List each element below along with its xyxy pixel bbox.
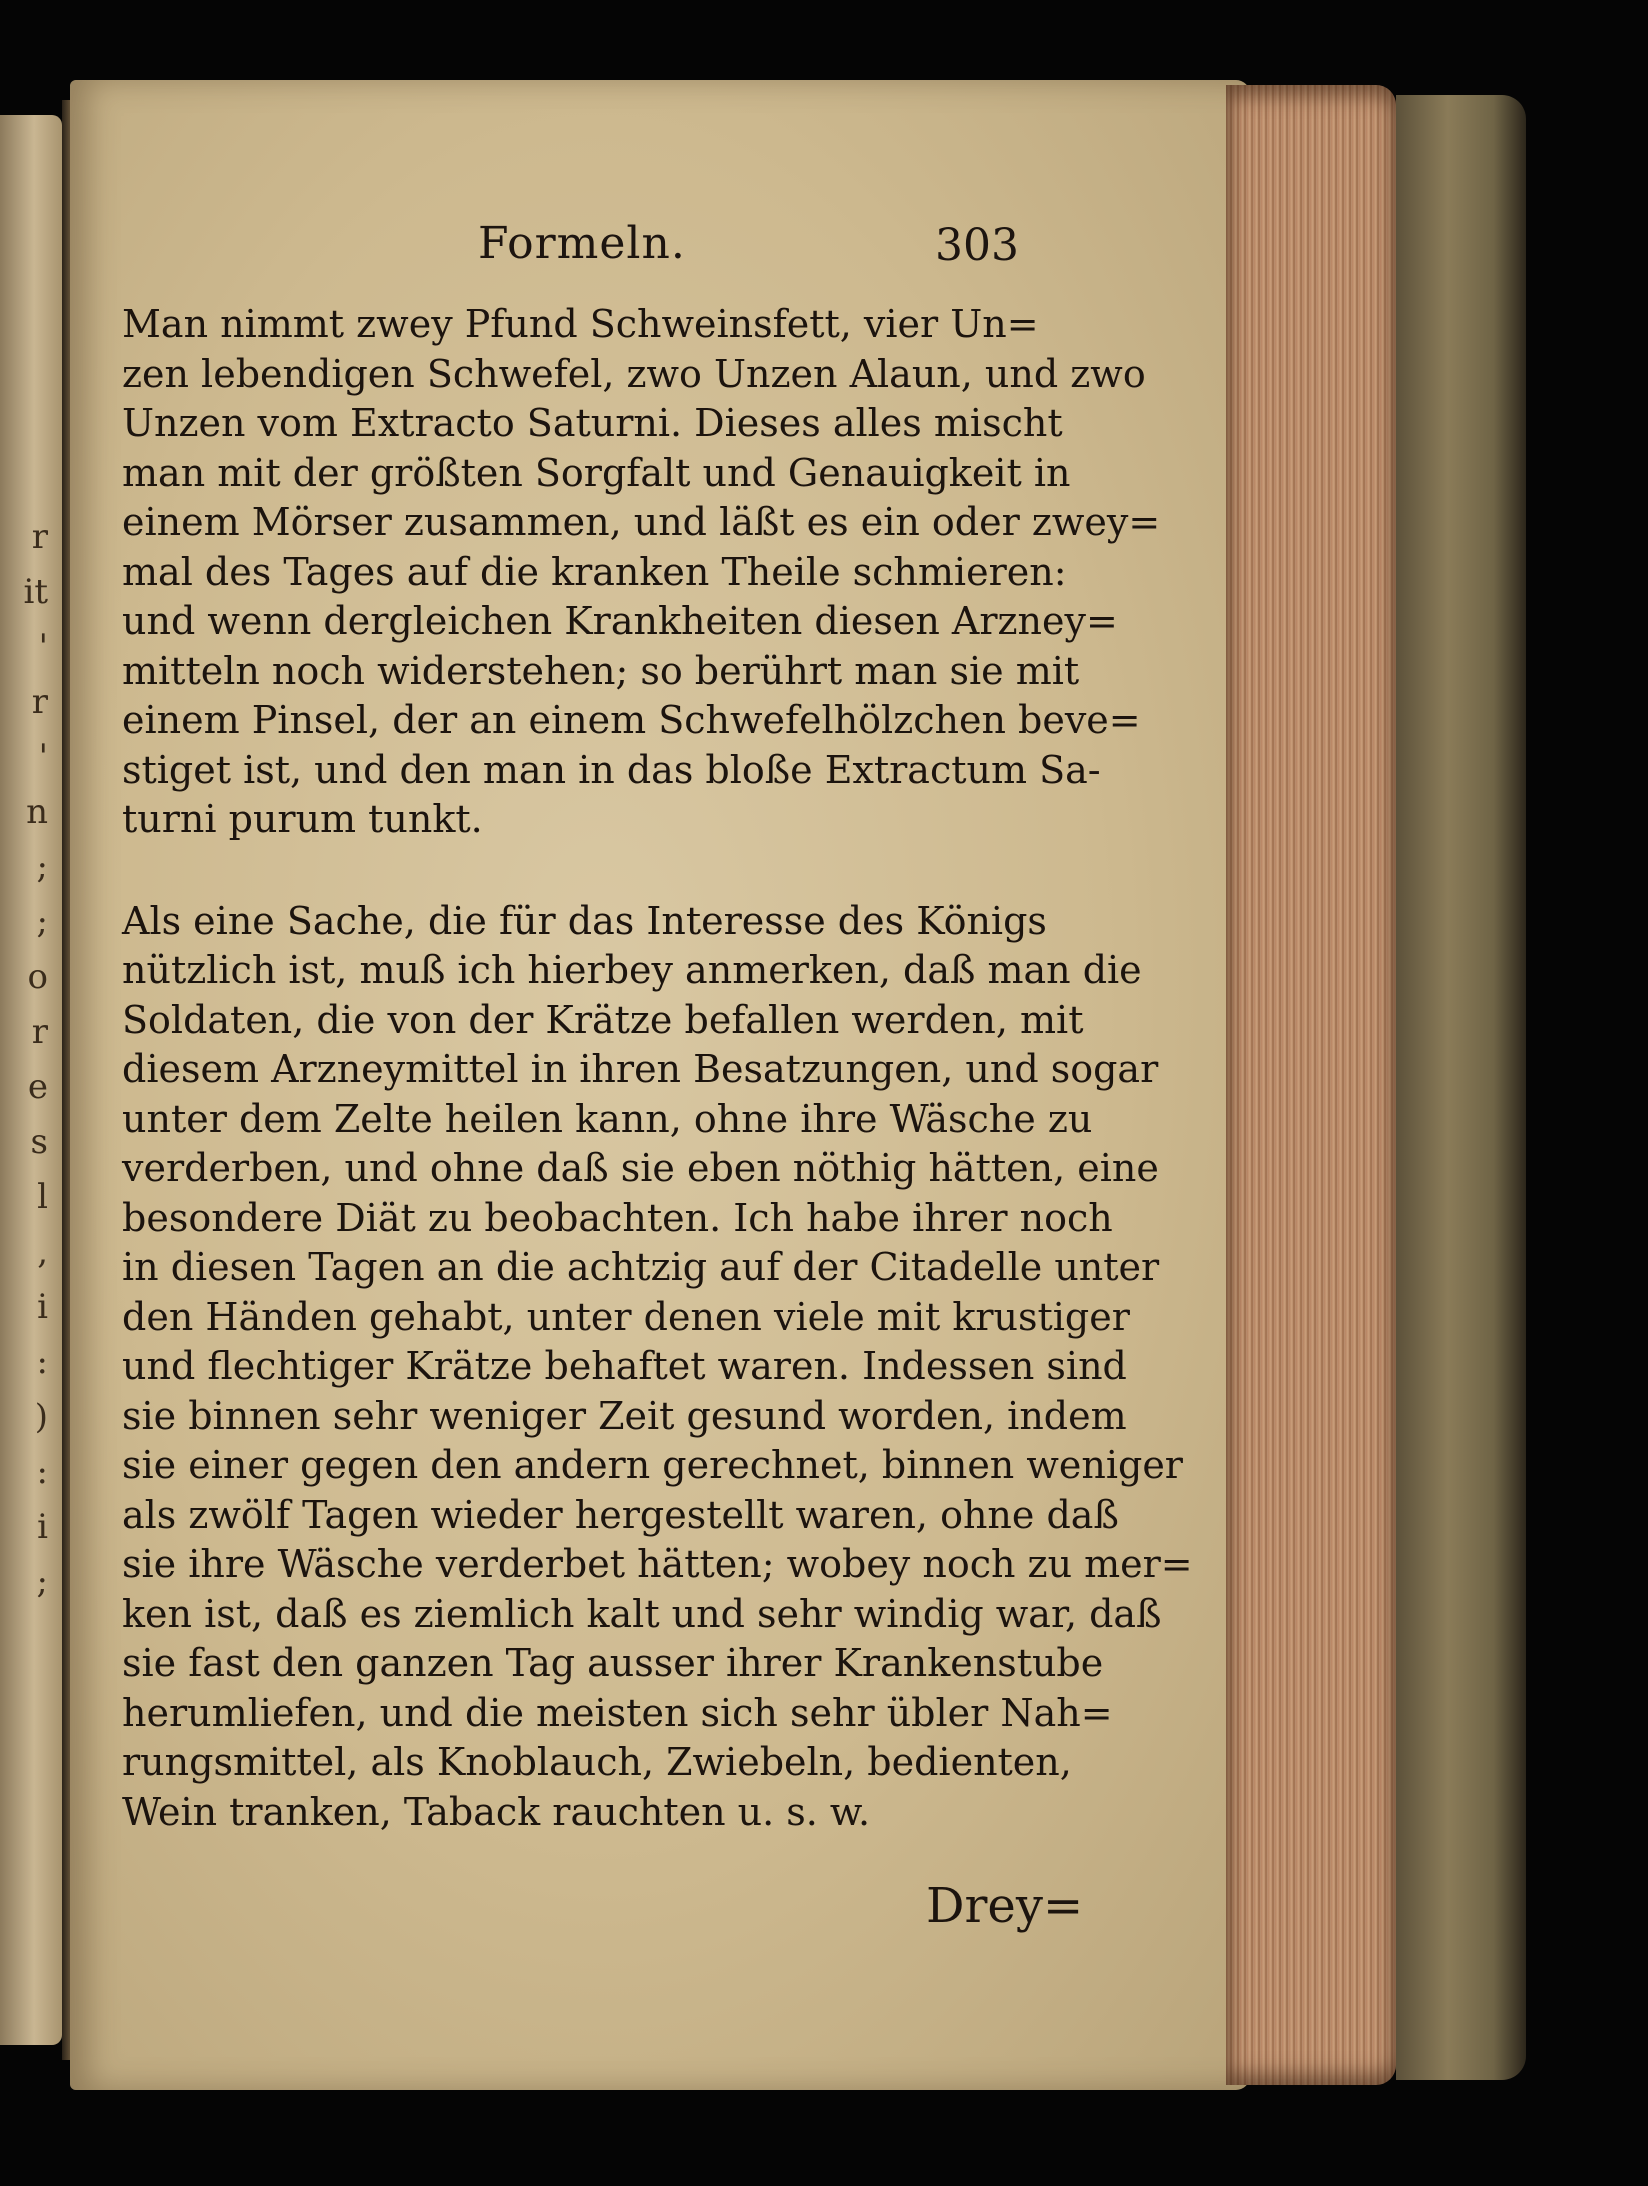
text-line: in diesen Tagen an die achtzig auf der Citadelle unter — [122, 1245, 1160, 1289]
left-page-fragment: r — [31, 682, 48, 722]
left-page-fragment: ) — [34, 1397, 48, 1437]
left-page-fragment: ; — [36, 847, 48, 887]
text-line: Unzen vom Extracto Saturni. Dieses alles mischt — [122, 401, 1063, 445]
left-page-fragment: r — [31, 1012, 48, 1052]
left-page-fragment: ; — [36, 902, 48, 942]
text-line: verderben, und ohne daß sie eben nöthig hätten, eine — [122, 1146, 1159, 1190]
text-line: turni purum tunkt. — [122, 797, 483, 841]
left-page-fragment: i — [37, 1287, 48, 1327]
text-line: sie binnen sehr weniger Zeit gesund worden, indem — [122, 1393, 1127, 1438]
paragraph-2 — [122, 897, 1193, 1838]
left-page-fragment: o — [27, 957, 48, 997]
text-line: den Händen gehabt, unter denen viele mit krustiger — [122, 1294, 1130, 1339]
page-number: 303 — [935, 220, 1019, 271]
text-block — [122, 300, 1193, 1837]
left-page-fragment: ' — [38, 737, 48, 777]
text-line: stiget ist, und den man in das bloße Extractum Sa- — [122, 747, 1101, 792]
text-line: rungsmittel, als Knoblauch, Zwiebeln, bedienten, — [122, 1740, 1072, 1784]
text-line: ken ist, daß es ziemlich kalt und sehr windig war, daß — [122, 1591, 1162, 1636]
left-page-edge — [0, 115, 62, 2045]
text-line: und wenn dergleichen Krankheiten diesen Arzney= — [122, 599, 1118, 643]
left-page-fragment: : — [36, 1342, 48, 1382]
text-line: Als eine Sache, die für das Interesse des Königs — [122, 898, 1047, 943]
left-page-fragment: r — [31, 517, 48, 557]
catchword: Drey= — [926, 1878, 1084, 1934]
text-line: Wein tranken, Taback rauchten u. s. w. — [122, 1789, 871, 1834]
left-page-fragment: e — [27, 1067, 48, 1107]
left-page-fragment: n — [26, 792, 48, 832]
left-page-fragments — [4, 510, 54, 1610]
page-block-edge — [1226, 85, 1396, 2085]
running-title: Formeln. — [478, 218, 686, 269]
text-line: sie ihre Wäsche verderbet hätten; wobey noch zu mer= — [122, 1542, 1193, 1586]
left-page-fragment: i — [37, 1507, 48, 1547]
page-header — [0, 218, 1648, 278]
text-line: nützlich ist, muß ich hierbey anmerken, daß man die — [122, 948, 1142, 992]
text-line: und flechtiger Krätze behaftet waren. Indessen sind — [122, 1344, 1127, 1388]
paragraph-gap — [122, 845, 1067, 897]
text-line: als zwölf Tagen wieder hergestellt waren, ohne daß — [122, 1492, 1119, 1537]
text-line: Man nimmt zwey Pfund Schweinsfett, vier Un= — [122, 302, 1039, 346]
text-line: sie fast den ganzen Tag ausser ihrer Krankenstube — [122, 1641, 1104, 1685]
text-line: zen lebendigen Schwefel, zwo Unzen Alaun, und zwo — [122, 351, 1146, 396]
text-line: mitteln noch widerstehen; so berührt man sie mit — [122, 648, 1080, 693]
text-line: diesem Arzneymittel in ihren Besatzungen, und sogar — [122, 1047, 1159, 1091]
text-line: man mit der größten Sorgfalt und Genauigkeit in — [122, 450, 1071, 495]
paragraph-1 — [122, 300, 1161, 845]
text-line: herumliefen, und die meisten sich sehr übler Nah= — [122, 1690, 1113, 1735]
book-cover — [1396, 95, 1526, 2080]
text-line: Soldaten, die von der Krätze befallen werden, mit — [122, 997, 1084, 1042]
text-line: unter dem Zelte heilen kann, ohne ihre Wäsche zu — [122, 1096, 1093, 1141]
text-line: einem Mörser zusammen, und läßt es ein oder zwey= — [122, 500, 1161, 544]
text-line: mal des Tages auf die kranken Theile schmieren: — [122, 549, 1067, 594]
text-line: besondere Diät zu beobachten. Ich habe ihrer noch — [122, 1195, 1113, 1240]
left-page-fragment: it — [23, 572, 48, 612]
left-page-fragment: l — [37, 1177, 48, 1217]
left-page-fragment: ' — [38, 627, 48, 667]
left-page-fragment: s — [30, 1122, 48, 1162]
text-line: sie einer gegen den andern gerechnet, binnen weniger — [122, 1443, 1183, 1487]
text-line: einem Pinsel, der an einem Schwefelhölzchen beve= — [122, 698, 1141, 742]
left-page-fragment: , — [37, 1232, 48, 1272]
left-page-fragment: ; — [36, 1562, 48, 1602]
left-page-fragment: : — [36, 1452, 48, 1492]
